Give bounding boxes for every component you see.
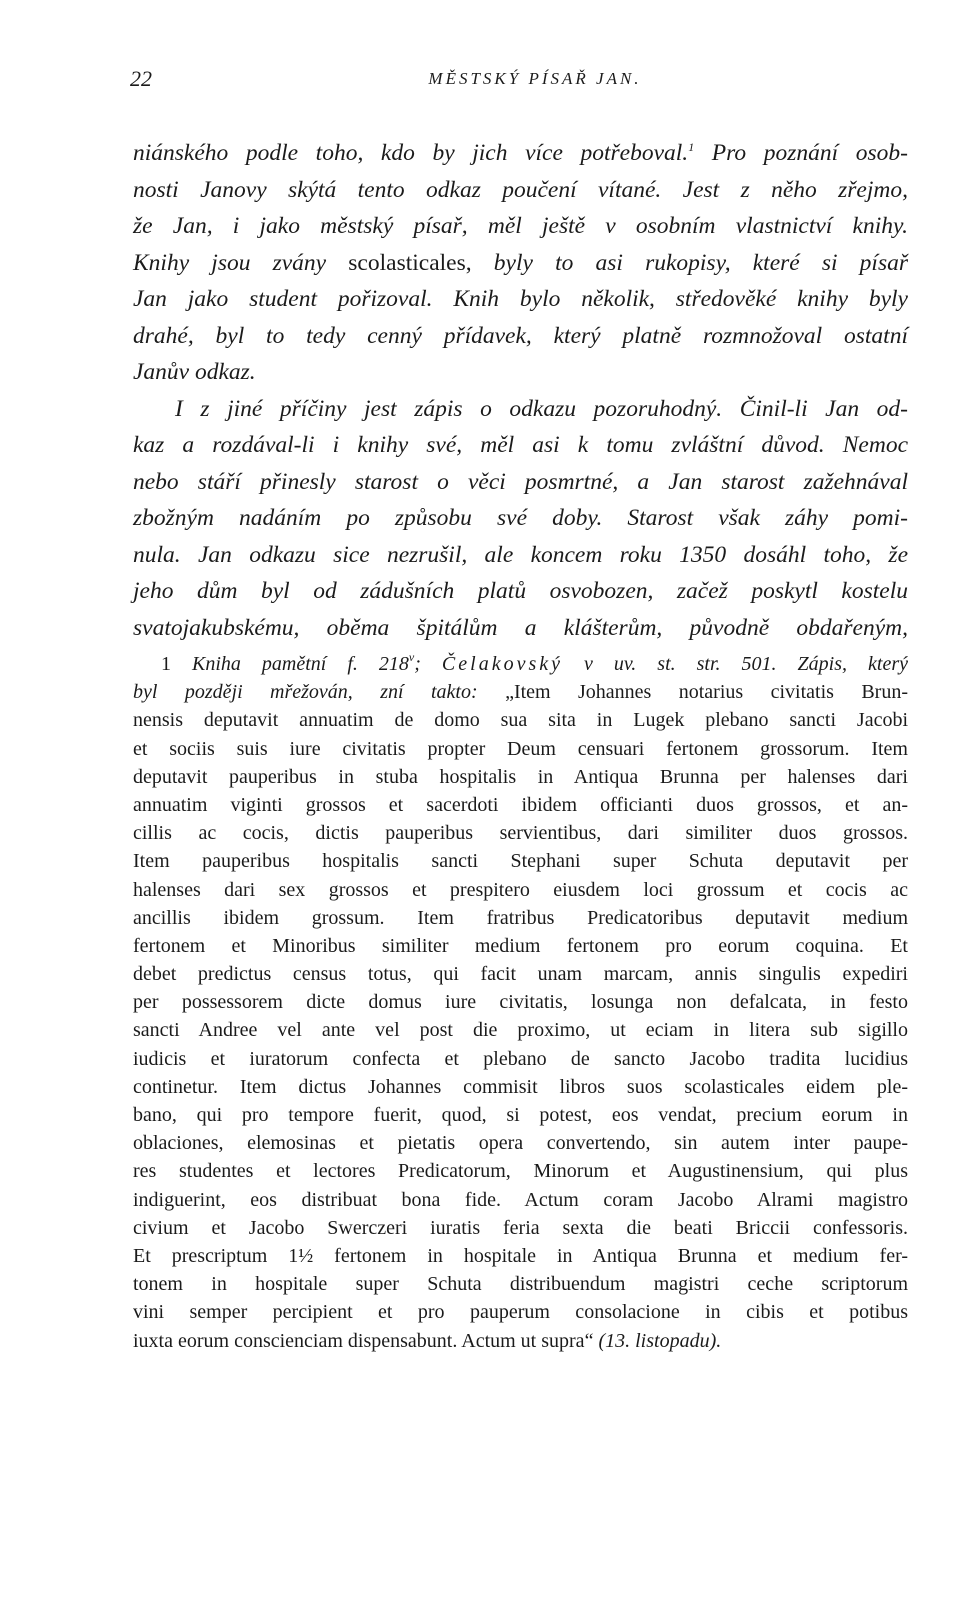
date-note: (13. listopadu). <box>598 1329 722 1352</box>
text-line <box>133 135 908 172</box>
footnote-line <box>133 678 908 706</box>
footnote-line <box>133 1327 908 1355</box>
text-line <box>133 245 908 282</box>
page-header <box>130 66 910 100</box>
text-segment: v uv. st. str. 501. Zápis, který <box>563 653 908 675</box>
latin-term: scolasticales, <box>348 249 472 276</box>
text-segment: Kniha pamětní f. 218 <box>192 653 409 675</box>
footnote-line <box>133 650 908 678</box>
footnote-line: bano, qui pro tempore fuerit, quod, si potest, eos vendat, precium eorum in <box>133 1104 908 1126</box>
paragraph-start: I z jiné příčiny jest zápis o odkazu pozoruhodný. Činil-li Jan od- <box>175 395 908 422</box>
text-line: Janův odkaz. <box>133 359 256 385</box>
footnote-marker: 1 <box>161 653 171 675</box>
footnote-line: nensis deputavit annuatim de domo sua sita in Lugek plebano sancti Jacobi <box>133 709 908 732</box>
text-line: svatojakubskému, oběma špitálům a klášterům, původně obdařeným, <box>133 614 908 641</box>
footnote-line: civium et Jacobo Swerczeri iuratis feria sexta die beati Briccii confessoris. <box>133 1216 908 1239</box>
footnote-line: sancti Andree vel ante vel post die proximo, ut eciam in litera sub sigillo <box>133 1019 908 1042</box>
footnote-line: deputavit pauperibus in stuba hospitalis in Antiqua Brunna per halenses dari <box>133 765 908 788</box>
footnote-reference: 1 <box>688 140 695 154</box>
text-line: jeho dům byl od zádušních platů osvobozen, začež poskytl kostelu <box>133 578 908 604</box>
footnote-line: iudicis et iuratorum confecta et plebano de sancto Jacobo tradita lucidius <box>133 1047 908 1070</box>
text-line: kaz a rozdával-li i knihy své, měl asi k tomu zvláštní důvod. Nemoc <box>133 432 908 458</box>
text-line: Jan jako student pořizoval. Knih bylo několik, středověké knihy byly <box>133 286 908 312</box>
text-segment: niánského podle toho, kdo by jich více potřeboval. <box>133 140 689 166</box>
text-line: nebo stáří přinesly starost o věci posmrtné, a Jan starost zažehnával <box>133 468 908 495</box>
footnote-line: cillis ac cocis, dictis pauperibus servientibus, dari similiter duos grossos. <box>133 822 908 845</box>
footnote-line: ancillis ibidem grossum. Item fratribus Predicatoribus deputavit medium <box>133 906 908 929</box>
footnote-line: halenses dari sex grossos et prespitero eiusdem loci grossum et cocis ac <box>133 878 908 901</box>
running-head: MĚSTSKÝ PÍSAŘ JAN. <box>428 69 642 88</box>
footnote-line: indiguerint, eos distribuat bona fide. Actum coram Jacobo Alrami magistro <box>133 1188 908 1211</box>
footnote-line: res studentes et lectores Predicatorum, Minorum et Augustinensium, qui plus <box>133 1160 908 1183</box>
footnote-line: et sociis suis iure civitatis propter Deum censuari fertonem grossorum. Item <box>133 737 908 760</box>
footnote-line: annuatim viginti grossos et sacerdoti ibidem officianti duos grossos, et an- <box>133 793 908 816</box>
text-segment: v <box>408 650 415 664</box>
footnote-line: continetur. Item dictus Johannes commisit libros suos scolasticales eidem ple- <box>133 1075 908 1098</box>
text-line: nula. Jan odkazu sice nezrušil, ale koncem roku 1350 dosáhl toho, že <box>133 541 908 568</box>
text-segment: Pro poznání osob- <box>694 140 908 166</box>
text-segment: iuxta eorum conscienciam dispensabunt. Actum ut supra“ <box>133 1329 599 1352</box>
latin-quote: „Item Johannes notarius civitatis Brun- <box>505 681 908 704</box>
footnote-line: vini semper percipient et pro pauperum consolacione in cibis et potibus <box>133 1301 908 1324</box>
text-line: že Jan, i jako městský písař, měl ještě v osobním vlastnictví knihy. <box>133 213 908 239</box>
footnote-line: tonem in hospitale super Schuta distribuendum magistri ceche scriptorum <box>133 1273 908 1296</box>
text-line: drahé, byl to tedy cenný přídavek, který platně rozmnožoval ostatní <box>133 322 908 349</box>
footnote-line: Item pauperibus hospitalis sancti Stephani super Schuta deputavit per <box>133 850 908 873</box>
text-segment: Knihy jsou zvány <box>133 249 349 276</box>
footnote-line: oblaciones, elemosinas et pietatis opera convertendo, sin autem inter paupe- <box>133 1132 908 1155</box>
text-segment: byly to asi rukopisy, které si písař <box>471 249 908 276</box>
page-number: 22 <box>130 66 152 91</box>
author-name: Čelakovský <box>441 653 563 675</box>
text-segment: ; <box>414 653 442 675</box>
footnote-line: fertonem et Minoribus similiter medium fertonem pro eorum coquina. Et <box>133 934 908 957</box>
footnote-line: Et prescriptum 1½ fertonem in hospitale in Antiqua Brunna et medium fer- <box>133 1244 908 1267</box>
main-text <box>133 135 908 646</box>
text-segment: byl později mřežován, zní takto: <box>133 681 506 704</box>
text-line: zbožným nadáním po způsobu své doby. Starost však záhy pomi- <box>133 505 908 531</box>
footnote <box>133 650 908 1355</box>
footnote-line: per possessorem dicte domus iure civitatis, losunga non defalcata, in festo <box>133 991 908 1014</box>
footnote-line: debet predictus census totus, qui facit unam marcam, annis singulis expediri <box>133 963 908 986</box>
text-line: nosti Janovy skýtá tento odkaz poučení vítané. Jest z něho zřejmo, <box>133 176 908 203</box>
